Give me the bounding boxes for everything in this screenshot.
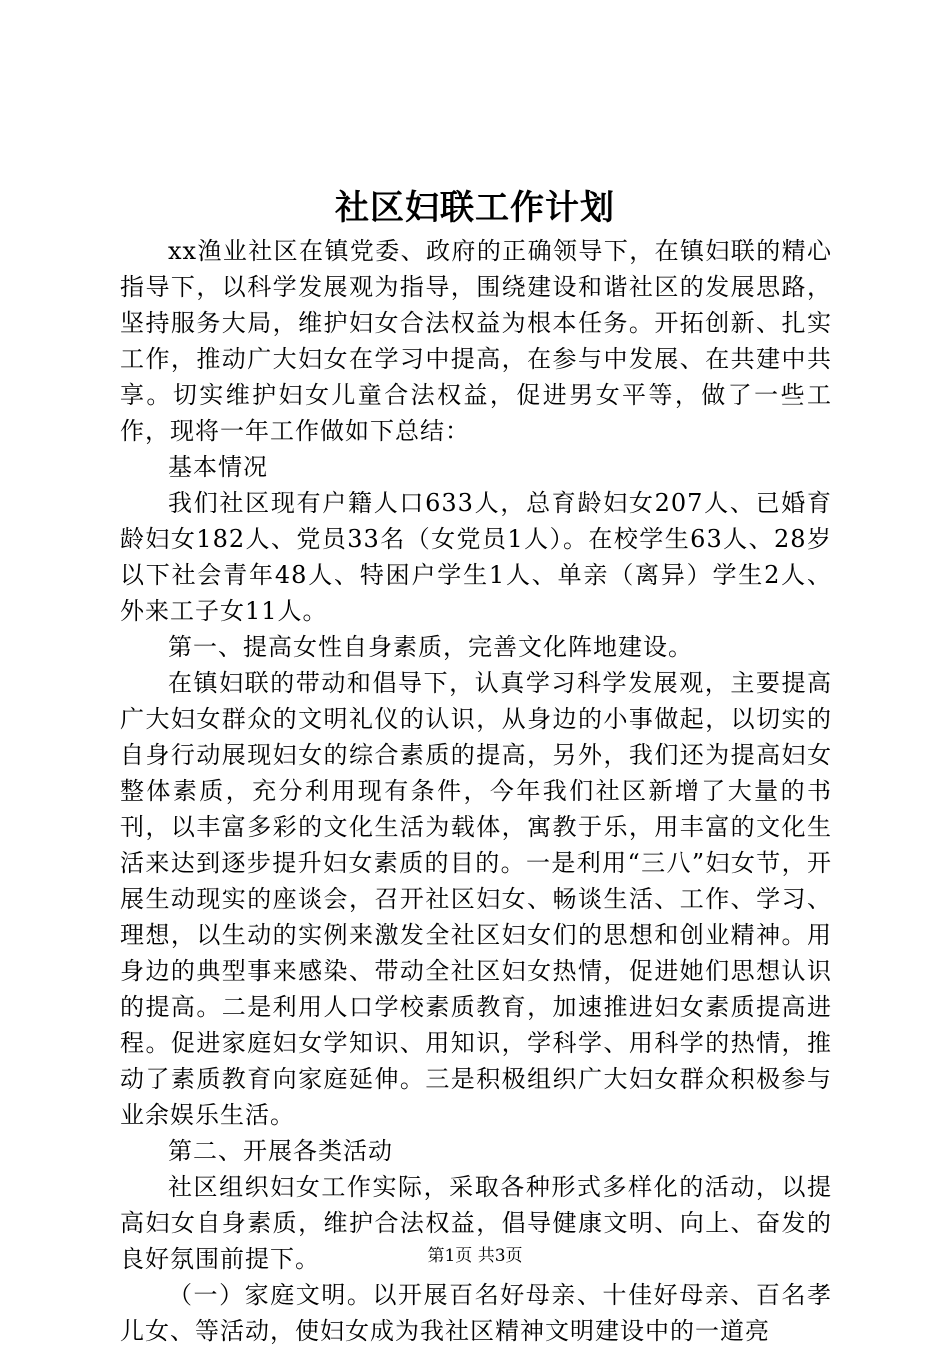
page-number-footer: 第1页 共3页 (427, 1246, 523, 1266)
paragraph-activities: 社区组织妇女工作实际，采取各种形式多样化的活动，以提高妇女自身素质，维护合法权益，倡导健康文明、向上、奋发的良好氛围前提下。 (120, 1173, 832, 1273)
document-body (120, 233, 832, 1349)
section-heading-basic-info: 基本情况 (168, 453, 268, 481)
paragraph-population: 我们社区现有户籍人口633人，总育龄妇女207人、已婚育龄妇女182人、党员33名（女党员1人）。在校学生63人、28岁以下社会青年48人、特困户学生1人、单亲（离异）学生2人、外来工子女11人。 (120, 489, 832, 625)
paragraph-family-civility: （一）家庭文明。以开展百名好母亲、十佳好母亲、百名孝儿女、等活动，使妇女成为我社区精神文明建设中的一道亮 (120, 1281, 832, 1345)
paragraph-intro: xx渔业社区在镇党委、政府的正确领导下，在镇妇联的精心指导下，以科学发展观为指导，围绕建设和谐社区的发展思路，坚持服务大局，维护妇女合法权益为根本任务。开拓创新、扎实工作，推动广大妇女在学习中提高，在参与中发展、在共建中共享。切实维护妇女儿童合法权益，促进男女平等，做了一些工作，现将一年工作做如下总结： (120, 237, 832, 445)
paragraph-quality: 在镇妇联的带动和倡导下，认真学习科学发展观，主要提高广大妇女群众的文明礼仪的认识，从身边的小事做起，以切实的自身行动展现妇女的综合素质的提高，另外，我们还为提高妇女整体素质，充分利用现有条件，今年我们社区新增了大量的书刊，以丰富多彩的文化生活为载体，寓教于乐，用丰富的文化生活来达到逐步提升妇女素质的目的。一是利用“三八”妇女节，开展生动现实的座谈会，召开社区妇女、畅谈生活、工作、学习、理想，以生动的实例来激发全社区妇女们的思想和创业精神。用身边的典型事来感染、带动全社区妇女热情，促进她们思想认识的提高。二是利用人口学校素质教育，加速推进妇女素质提高进程。促进家庭妇女学知识、用知识，学科学、用科学的热情，推动了素质教育向家庭延伸。三是积极组织广大妇女群众积极参与业余娱乐生活。 (120, 669, 832, 1129)
document-title: 社区妇联工作计划 (335, 188, 615, 228)
section-heading-second: 第二、开展各类活动 (168, 1137, 393, 1165)
section-heading-first: 第一、提高女性自身素质，完善文化阵地建设。 (168, 633, 693, 661)
